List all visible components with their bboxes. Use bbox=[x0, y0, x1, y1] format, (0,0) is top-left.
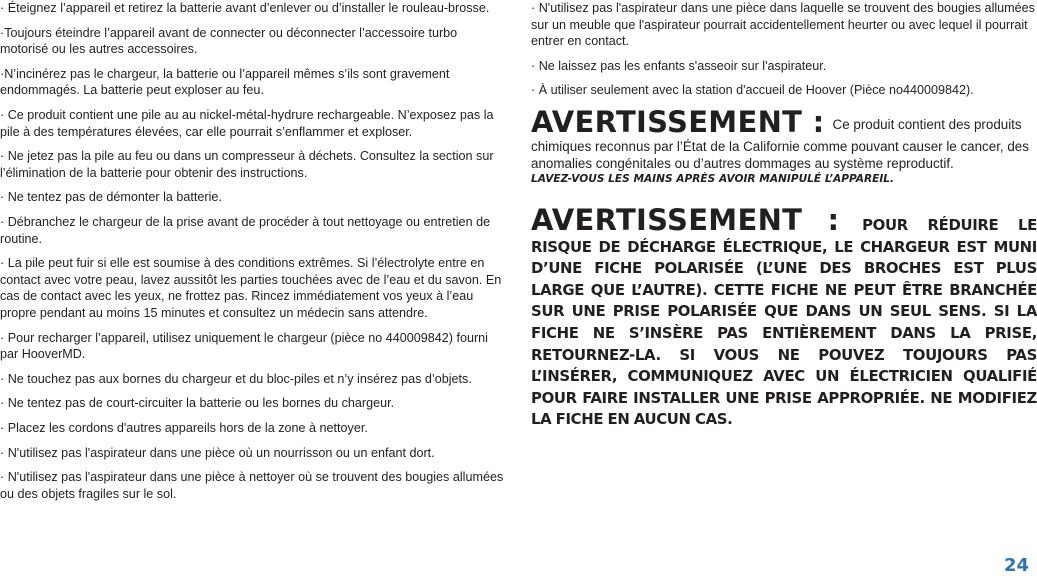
warning-plug-body: POUR RÉDUIRE LE RISQUE DE DÉCHARGE ÉLECTRIQUE, LE CHARGEUR EST MUNI D’UNE FICHE POLARISÉE (L’UNE DES BROCHES EST PLUS LARGE QUE L’AUTRE). CETTE FICHE NE PEUT ÊTRE BRANCHÉE SUR UNE PRISE POLARISÉE QUE DANS UN SEUL SENS. SI LA FICHE NE S’INSÈRE PAS ENTIÈREMENT DANS LA PRISE, RETOURNEZ-LA. SI VOUS NE POUVEZ TOUJOURS PAS L’INSÉRER, COMMUNIQUEZ AVEC UN ÉLECTRICIEN QUALIFIÉ POUR FAIRE INSTALLER UNE PRISE APPROPRIÉE. NE MODIFIEZ LA FICHE EN AUCUN CAS. bbox=[531, 216, 1037, 429]
safety-item-candles-furniture: · N'utilisez pas l'aspirateur dans une pièce dans laquelle se trouvent des bougies allumées sur un meuble que l'aspirateur pourrait accidentellement heurter ou avec lequel il pourrait entrer en contact. bbox=[531, 1, 1035, 48]
safety-item-short-circuit: · Ne tentez pas de court-circuiter la batterie ou les bornes du chargeur. bbox=[0, 396, 395, 411]
safety-item-cords: · Placez les cordons d'autres appareils hors de la zone à nettoyer. bbox=[0, 421, 368, 436]
safety-item-unplug-charger: · Débranchez le chargeur de la prise avant de procéder à tout nettoyage ou entretien de routine. bbox=[0, 215, 491, 246]
safety-item-battery-leak: · La pile peut fuir si elle est soumise à des conditions extrêmes. Si l’électrolyte entre en contact avec votre peau, lavez aussitôt les parties touchées avec de l’eau et du savon. En cas de contact avec les yeux, ne frottez pas. Rincez immédiatement vos yeux à l’eau propre pendant au moins 15 minutes et consultez un médecin sans attendre. bbox=[0, 256, 502, 320]
warning-prop65-heading: AVERTISSEMENT : bbox=[531, 105, 825, 140]
right-column bbox=[531, 0, 1037, 431]
safety-item-use-charger: · Pour recharger l’appareil, utilisez uniquement le chargeur (pièce no 440009842) fourni par HooverMD. bbox=[0, 330, 488, 361]
warning-prop65 bbox=[531, 107, 1037, 186]
safety-item-candles-floor: · N'utilisez pas l'aspirateur dans une pièce à nettoyer où se trouvent des bougies allumées ou des objets fragiles sur le sol. bbox=[0, 470, 504, 501]
safety-item-docking-station: · À utiliser seulement avec la station d'accueil de Hoover (Pièce no440009842). bbox=[531, 83, 974, 98]
safety-item-no-disassemble: · Ne tentez pas de démonter la batterie. bbox=[0, 190, 222, 205]
safety-item-sleeping-child: · N'utilisez pas l'aspirateur dans une pièce où un nourrisson ou un enfant dort. bbox=[0, 445, 435, 460]
safety-item-nimh-battery: · Ce produit contient une pile au au nickel-métal-hydrure rechargeable. N’exposez pas la pile à des températures élevées, car elle pourrait s’enflammer et exploser. bbox=[0, 108, 494, 139]
safety-item-no-incinerate: ·N’incinérez pas le chargeur, la batterie ou l’appareil mêmes s’ils sont gravement endommagés. La batterie peut exploser au feu. bbox=[0, 66, 450, 98]
warning-plug-heading: AVERTISSEMENT : bbox=[531, 203, 840, 238]
left-column bbox=[0, 0, 505, 511]
safety-item-turn-off-accessories: ·Toujours éteindre l’appareil avant de connecter ou déconnecter l’accessoire turbo motorisé ou les autres accessoires. bbox=[0, 25, 458, 57]
page-number: 24 bbox=[1003, 555, 1029, 576]
safety-item-terminals: · Ne touchez pas aux bornes du chargeur et du bloc-piles et n’y insérez pas d’objets. bbox=[0, 371, 472, 386]
safety-item-remove-battery: · Éteignez l’appareil et retirez la batterie avant d’enlever ou d’installer le rouleau-brosse. bbox=[0, 1, 490, 15]
warning-prop65-instruction: LAVEZ-VOUS LES MAINS APRÈS AVOIR MANIPULÉ L’APPAREIL. bbox=[531, 173, 895, 186]
safety-item-no-fire: · Ne jetez pas la pile au feu ou dans un compresseur à déchets. Consultez la section sur l’élimination de la batterie pour obtenir des instructions. bbox=[0, 149, 494, 180]
safety-item-children-sitting: · Ne laissez pas les enfants s'asseoir sur l'aspirateur. bbox=[531, 58, 827, 73]
warning-prop65-lead: Ce produit contient des produits bbox=[832, 117, 1022, 133]
warning-prop65-body: chimiques reconnus par l’État de la Californie comme pouvant causer le cancer, des anomalies congénitales ou d’autres dommages au système reproductif. bbox=[531, 139, 1029, 171]
warning-polarized-plug bbox=[531, 205, 1037, 431]
